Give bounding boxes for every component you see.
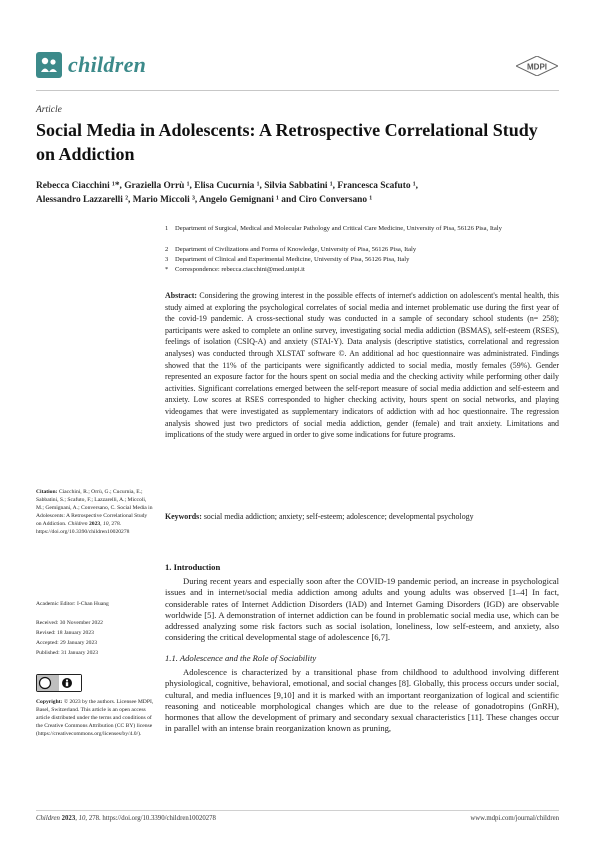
journal-name: children — [68, 52, 147, 77]
article-type: Article — [36, 105, 62, 115]
journal-url-link[interactable]: www.mdpi.com/journal/children — [470, 815, 559, 822]
abstract-text: Considering the growing interest in the possible effects of internet's addiction on adolescent's mental health, this study aimed at exploring the psychological correlates of social media and internet problematic use during the first year of the covid-19 pandemic. A cross-sectional study was conducted in a sample of secondary school students (n= 258); participants were asked to complete an online survey, investigating social media addiction (BSMAS), self-esteem (RSES), feelings of isolation (CSIQ-A) and anxiety (STAI-Y). Data analysis (descriptive statistics, correlational and regression analyses) was conducted through XLSTAT software ©. An additional ad hoc questionnaire was administrated. Findings showed that the 11% of the participants were significantly addicted to social media, mostly females (59%). Gender represented an exposure factor for the hours spent on social media and the checking activity while performing other daily activities. Significant correlations emerged between the self-report measure of social media addiction and self-esteem and anxiety. Low scores at RSES corresponded to higher checking activity, hours spent on social networks, and playing videogames that were investigated as supplementary indicators of addiction with ad hoc questionnaire. The regression analysis showed just two predictors of social media addiction, gender (female) and trait anxiety. Limitations and implications of the study were argued in order to give some indications for future programs. — [165, 291, 559, 440]
author-line: Rebecca Ciacchini ¹*, Graziella Orrù ¹, Elisa Cucurnia ¹, Silvia Sabbatini ¹, Francesca Scafuto ¹, — [36, 181, 419, 191]
revised-date: Revised: 18 January 2023 — [36, 630, 94, 636]
cc-by-license-icon[interactable] — [36, 674, 82, 692]
subsection-heading: 1.1. Adolescence and the Role of Sociability — [165, 653, 317, 663]
keywords-label: Keywords: — [165, 512, 202, 521]
footer-divider — [36, 810, 559, 811]
footer-volume: 10 — [78, 815, 86, 822]
copyright-text: © 2023 by the authors. Licensee MDPI, Basel, Switzerland. This article is an open access article distributed under the terms and conditions of the Creative Commons Attribution (CC BY) license (https://creativecommons.org/licenses/by/4.0/). — [36, 699, 154, 738]
citation-year: 2023 — [88, 521, 101, 528]
body-paragraph: Adolescence is characterized by a transitional phase from childhood to adulthood involving different physiological, cognitive, behavioral, emotional, and social changes [8]. Globally, this process occurs under social, cultural, and media influences [9,10] and it is marked with an important reorganization of logical and scientific reasoning and noticeable morphological changes which are due to the release of gonadotropins (GnRH), hormones that allow the development of primary and secondary sexual characteristics [11]. These changes occur in parallel with an intense brain reorganization known as pruning, — [165, 667, 559, 734]
author-list — [36, 179, 556, 207]
citation-doi[interactable]: , 278. https://doi.org/10.3390/children10020278 — [36, 521, 130, 536]
footer-year: 2023 — [61, 815, 76, 822]
article-title: Social Media in Adolescents: A Retrospective Correlational Study on Addiction — [36, 120, 538, 164]
received-date: Received: 30 November 2022 — [36, 620, 103, 626]
keywords-text: social media addiction; anxiety; self-esteem; adolescence; developmental psychology — [203, 512, 474, 521]
citation-volume: 10 — [102, 521, 109, 528]
accepted-date: Accepted: 29 January 2023 — [36, 640, 98, 646]
footer-doi-link[interactable]: , 278. https://doi.org/10.3390/children10020278 — [85, 815, 216, 822]
footer-journal: Children — [36, 815, 60, 822]
mdpi-logo-icon — [516, 56, 558, 76]
published-date: Published: 31 January 2023 — [36, 650, 98, 656]
copyright-label: Copyright: — [36, 699, 63, 705]
keywords — [165, 511, 559, 522]
footer-citation: Children 2023, 10, 278. https://doi.org/10.3390/children10020278 — [36, 815, 216, 822]
citation-label: Citation: — [36, 489, 58, 495]
section-heading-introduction: 1. Introduction — [165, 562, 221, 572]
header-divider — [36, 90, 559, 91]
academic-editor: Academic Editor: I-Chan Huang — [36, 601, 109, 607]
author-line: Alessandro Lazzarelli ², Mario Miccoli ³, Angelo Gemignani ¹ and Ciro Conversano ¹ — [36, 195, 373, 205]
citation-text: Ciacchini, R.; Orrù, G.; Cucurnia, E.; Sabbatini, S.; Scafuto, F.; Lazzarelli, A.; Miccoli, M.; Gemignani, A.; Conversano, C. Social Media in Adolescents: A Retrospective Correlational Study on Addiction. — [36, 489, 153, 528]
mdpi-logo-text: MDPI — [527, 62, 547, 72]
abstract-label: Abstract: — [165, 291, 197, 300]
journal-logo-icon — [36, 52, 62, 78]
citation-journal: Children — [67, 521, 88, 528]
citation-block: Citation: Ciacchini, R.; Orrù, G.; Cucurnia, E.; Sabbatini, S.; Scafuto, F.; Lazzarelli, A.; Miccoli, M.; Gemignani, A.; Conversano, C. Social Media in Adolescents: A Retrospective Correlational Study on Addiction. Children 2023, 10, 278. https://doi.org/10.3390/children10020278 — [36, 489, 153, 536]
abstract — [165, 290, 559, 441]
copyright-block — [36, 698, 154, 738]
body-paragraph: During recent years and especially soon after the COVID-19 pandemic period, an increase in psychological issues and in internet/social media addiction among adults and young adults was observed [1–4] In fact, considerable rates of Internet Addiction Disorders (IAD) and Internet Gaming Disorders (IGD) are observable worldwide [5]. A demonstration of internet addiction can be found in problematic social media use, which can be addressed analyzing some risk factors such as social isolation, loneliness, low self-esteem, and anxiety, also considering the critical developmental stage of adolescence [6,7]. — [165, 576, 559, 643]
